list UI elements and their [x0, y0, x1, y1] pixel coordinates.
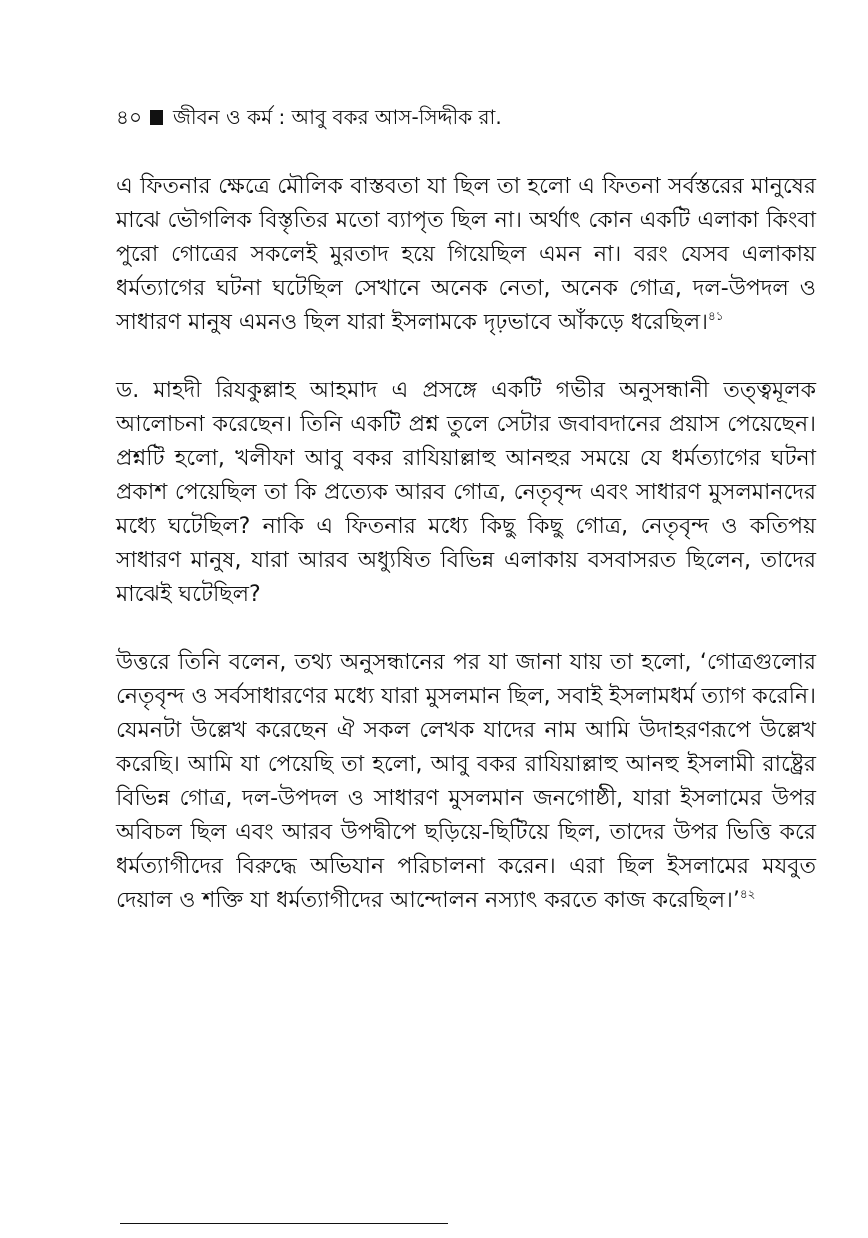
page-number: ৪০ [116, 105, 142, 129]
body-text [116, 170, 816, 952]
running-header [116, 103, 502, 131]
paragraph-text: উত্তরে তিনি বলেন, তথ্য অনুসন্ধানের পর যা জানা যায় তা হলো, ‘গোত্রগুলোর নেতৃবৃন্দ ও সর্বসাধারণের মধ্যে যারা মুসলমান ছিল, সবাই ইসলামধর্ম ত্যাগ করেনি। যেমনটা উল্লেখ করেছেন ঐ সকল লেখক যাদের নাম আমি উদাহরণরূপে উল্লেখ করেছি। আমি যা পেয়েছি তা হলো, আবু বকর রাযিয়াল্লাহু আনহু ইসলামী রাষ্ট্রের বিভিন্ন গোত্র, দল-উপদল ও সাধারণ মুসলমান জনগোষ্ঠী, যারা ইসলামের উপর অবিচল ছিল এবং আরব উপদ্বীপে ছড়িয়ে-ছিটিয়ে ছিল, তাদের উপর ভিত্তি করে ধর্মত্যাগীদের বিরুদ্ধে অভিযান পরিচালনা করেন। এরা ছিল ইসলামের মযবুত দেয়াল ও শক্তি যা ধর্মত্যাগীদের আন্দোলন নস্যাৎ করতে কাজ করেছিল।’ [116, 650, 816, 913]
footnote-ref[interactable]: ৪১ [708, 309, 724, 323]
paragraph-2 [116, 374, 816, 612]
paragraph-text: ড. মাহদী রিযকুল্লাহ আহমাদ এ প্রসঙ্গে একটি গভীর অনুসন্ধানী তত্ত্বমূলক আলোচনা করেছেন। তিনি একটি প্রশ্ন তুলে সেটার জবাবদানের প্রয়াস পেয়েছেন। প্রশ্নটি হলো, খলীফা আবু বকর রাযিয়াল্লাহু আনহুর সময়ে যে ধর্মত্যাগের ঘটনা প্রকাশ পেয়েছিল তা কি প্রত্যেক আরব গোত্র, নেতৃবৃন্দ এবং সাধারণ মুসলমানদের মধ্যে ঘটেছিল? নাকি এ ফিতনার মধ্যে কিছু কিছু গোত্র, নেতৃবৃন্দ ও কতিপয় সাধারণ মানুষ, যারা আরব অধ্যুষিত বিভিন্ন এলাকায় বসবাসরত ছিলেন, তাদের মাঝেই ঘটেছিল? [116, 378, 816, 607]
footnote-divider [120, 1223, 448, 1224]
paragraph-text: এ ফিতনার ক্ষেত্রে মৌলিক বাস্তবতা যা ছিল তা হলো এ ফিতনা সর্বস্তরের মানুষের মাঝে ভৌগলিক বিস্তৃতির মতো ব্যাপৃত ছিল না। অর্থাৎ কোন একটি এলাকা কিংবা পুরো গোত্রের সকলেই মুরতাদ হয়ে গিয়েছিল এমন না। বরং যেসব এলাকায় ধর্মত্যাগের ঘটনা ঘটেছিল সেখানে অনেক নেতা, অনেক গোত্র, দল-উপদল ও সাধারণ মানুষ এমনও ছিল যারা ইসলামকে দৃঢ়ভাবে আঁকড়ে ধরেছিল। [116, 174, 816, 335]
square-bullet-icon [150, 110, 163, 125]
paragraph-1 [116, 170, 816, 340]
footnote-ref[interactable]: ৪২ [739, 887, 756, 901]
paragraph-3 [116, 646, 816, 918]
running-title: জীবন ও কর্ম : আবু বকর আস-সিদ্দীক রা. [172, 105, 502, 129]
